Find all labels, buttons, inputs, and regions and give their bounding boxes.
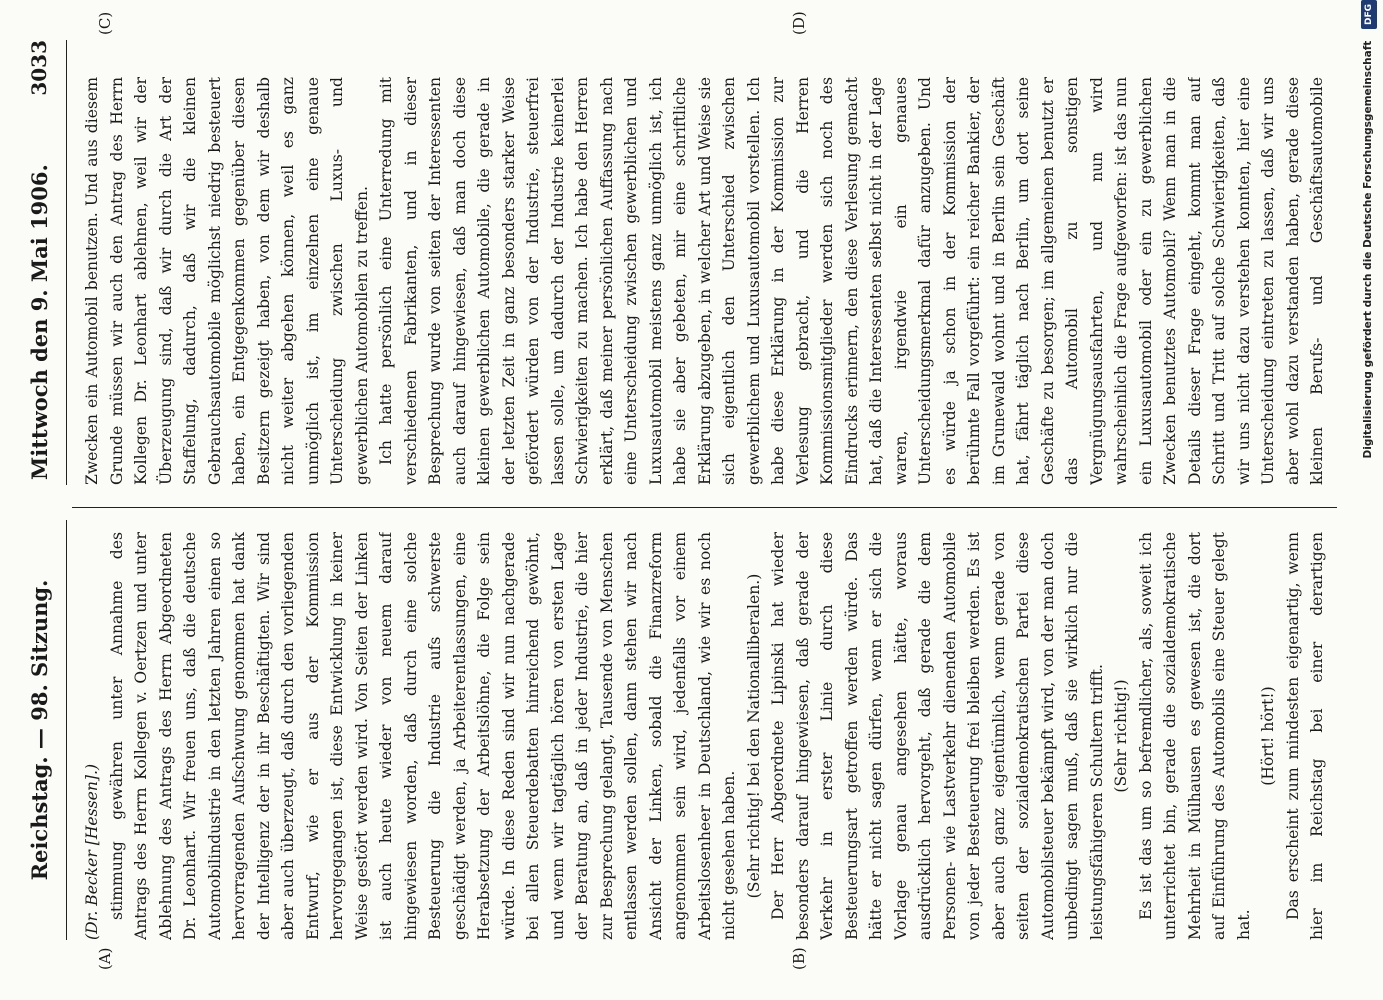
sitzung-title: Reichstag. — 98. Sitzung. xyxy=(26,579,52,881)
paragraph: Ich hatte persönlich eine Unterredung mit verschiedenen Fabrikanten, und in dieser Besprechung wurde von seiten der Interessenten auch darauf hingewiesen, daß man doch diese kleinen gewerblichen Automobile, die gerade in der letzten Zeit in ganz besonders starker Weise gefördert würden von der Industrie, steuerfrei lassen solle, um dadurch der Industrie keinerlei Schwierigkeiten zu machen. Ich habe den Herren erklärt, daß meiner persönlichen Auffassung nach eine Unterscheidung zwischen gewerblichen und Luxusautomobil meistens ganz unmöglich ist, ich habe sie aber gebeten, mir eine schriftliche Erklärung abzugeben, in welcher Art und Weise sie sich eigentlich den Unterschied zwischen gewerblichem und Luxusautomobil vorstellen. Ich habe diese Erklärung in der Kommission zur Verlesung gebracht, und die Herren Kommissionsmitglieder werden sich noch des Eindrucks erinnern, den diese Verlesung gemacht hat, daß die Interessenten selbst nicht in der Lage waren, irgendwie ein genaues Unterscheidungsmerkmal dafür anzugeben. Und es würde ja schon in der Kommission der berühmte Fall vorgeführt: ein reicher Bankier, der im Grunewald wohnt und in Berlin sein Geschäft hat, fährt täglich nach Berlin, um dort seine Geschäfte zu besorgen; im allgemeinen benutzt er das Automobil zu sonstigen Vergnügungsausfahrten, und nun wird wahrscheinlich die Frage aufgeworfen: ist das nun ein Luxusautomobil oder ein zu gewerblichen Zwecken benutztes Automobil? Wenn man in die Details dieser Frage eingeht, kommt man auf Schritt und Tritt auf solche Schwierigkeiten, daß wir uns nicht dazu verstehen konnten, hier eine Unterscheidung eintreten zu lassen, daß wir uns aber wohl dazu verstanden haben, gerade diese kleinen Berufs- und Geschäftsautomobile xyxy=(377,77,1326,485)
paragraph: stimmung gewähren unter Annahme des Antrags des Herrn Kollegen v. Oertzen und unter Ablehnung des Antrags des Herrn Abgeordneten Dr. Leonhart. Wir freuen uns, daß die deutsche Automobilindustrie in den letzten Jahren einen so hervorragenden Aufschwung genommen hat dank der Intelligenz der in ihr Beschäftigten. Wir sind aber auch überzeugt, daß durch den vorliegenden Entwurf, wie er aus der Kommission hervorgegangen ist, diese Entwicklung in keiner Weise gestört werden wird. Von Seiten der Linken ist auch heute wieder von neuem darauf hingewiesen worden, daß durch eine solche Besteuerung die Industrie aufs schwerste geschädigt werden, ja Arbeiterentlassungen, eine Herabsetzung der Arbeitslöhne, die Folge sein würde. In diese Reden sind wir nun nachgerade bei allen Steuerdebatten hinreichend gewöhnt, und wenn wir tagtäglich hören von ersten Lage der Beratung an, daß in jeder Industrie, die hier zur Besprechung gelangt, Tausende von Menschen entlassen werden sollen, dann stehen wir nach Ansicht der Linken, sobald die Finanzreform angenommen sein wird, jedenfalls vor einem Arbeitslosenheer in Deutschland, wie wir es noch nicht gesehen haben. xyxy=(107,532,738,940)
header-rule-left xyxy=(66,520,67,940)
text-column-right xyxy=(80,77,1330,485)
margin-marker-d: (D) xyxy=(790,11,808,35)
dfg-credit-strip xyxy=(1355,0,1381,1000)
margin-marker-c: (C) xyxy=(96,11,114,35)
dfg-logo: DFG xyxy=(1361,0,1377,29)
paragraph: Zwecken ein Automobil benutzen. Und aus diesem Grunde müssen wir auch den Antrag des Herrn Kollegen Dr. Leonhart ablehnen, weil wir der Überzeugung sind, daß wir durch die Art der Staffelung, dadurch, daß wir die kleinen Gebrauchsautomobile möglichst niedrig besteuert haben, ein Entgegenkommen gegenüber diesen Besitzern gezeigt haben, von dem wir deshalb nicht weiter abgehen können, weil es ganz unmöglich ist, im einzelnen eine genaue Unterscheidung zwischen Luxus- und gewerblichen Automobilen zu treffen. xyxy=(83,77,371,485)
interjection: (Hört! hört!) xyxy=(1259,686,1277,786)
column-divider xyxy=(72,507,1337,508)
speaker-line: (Dr. Becker [Hessen].) xyxy=(83,763,101,940)
interjection: (Sehr richtig! bei den Nationalliberalen.) xyxy=(744,573,763,899)
interjection: (Sehr richtig!) xyxy=(1112,679,1130,793)
paragraph: Das erscheint zum mindesten eigenartig, wenn hier im Reichstag bei einer derartigen xyxy=(1283,532,1326,940)
session-date: Mittwoch den 9. Mai 1906. xyxy=(26,164,52,480)
header-right xyxy=(18,40,60,480)
margin-marker-b: (B) xyxy=(790,947,808,970)
dfg-credit xyxy=(1355,0,1381,1000)
paragraph: Der Herr Abgeordnete Lipinski hat wieder besonders darauf hingewiesen, daß gerade der Verkehr in erster Linie durch diese Besteuerungsart getroffen werden würde. Das hätte er nicht sagen dürfen, wenn er sich die Vorlage genau angesehen hätte, woraus ausdrücklich hervorgeht, daß gerade die dem Personen- wie Lastverkehr dienenden Automobile von jeder Besteuerung frei bleiben werden. Es ist aber auch ganz eigentümlich, wenn gerade von seiten der sozialdemokratischen Partei diese Automobilsteuer bekämpft wird, von der man doch unbedingt sagen muß, daß sie wirklich nur die leistungsfähigeren Schultern trifft. xyxy=(769,532,1106,940)
text-column-left xyxy=(80,532,1330,940)
digitization-credit: Digitalisierung gefördert durch die Deutsche Forschungsgemeinschaft xyxy=(1362,40,1374,459)
page-number: 3033 xyxy=(27,40,51,96)
header-rule-right xyxy=(66,40,67,485)
paragraph: Es ist das um so befremdlicher, als, soweit ich unterrichtet bin, gerade die sozialdemokratische Mehrheit in Mülhausen es gewesen ist, die dort auf Einführung des Automobils eine Steuer gelegt hat. xyxy=(1136,532,1253,940)
margin-marker-a: (A) xyxy=(96,947,114,970)
header-left-title xyxy=(18,520,60,940)
